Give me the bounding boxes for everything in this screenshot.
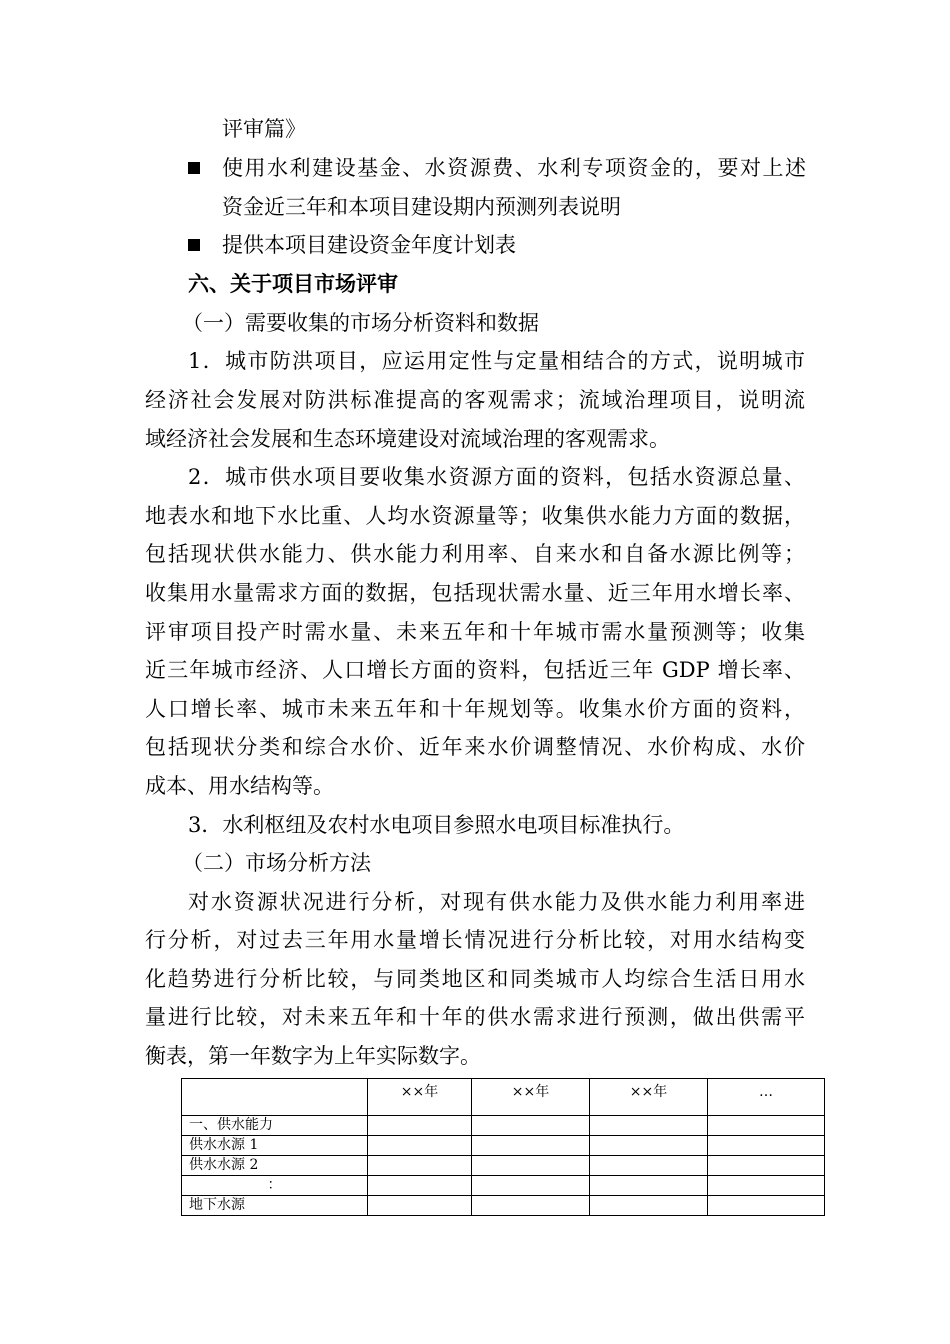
table-header-cell: ××年 bbox=[368, 1079, 472, 1116]
table-cell bbox=[590, 1116, 708, 1136]
paragraph-2-line: 人口增长率、城市未来五年和十年规划等。收集水价方面的资料， bbox=[145, 697, 805, 721]
table-cell bbox=[472, 1156, 590, 1176]
paragraph-2-line: 收集用水量需求方面的数据，包括现状需水量、近三年用水增长率、 bbox=[145, 581, 805, 605]
table-cell bbox=[708, 1156, 825, 1176]
table-header-cell: … bbox=[708, 1079, 825, 1116]
table-cell bbox=[708, 1116, 825, 1136]
paragraph-1-line: 经济社会发展对防洪标准提高的客观需求；流域治理项目，说明流 bbox=[145, 388, 805, 412]
paragraph-2-line: 成本、用水结构等。 bbox=[145, 774, 334, 798]
table-row-label: 供水水源 1 bbox=[182, 1136, 368, 1156]
table-row bbox=[182, 1136, 825, 1156]
table-cell bbox=[590, 1176, 708, 1196]
bullet-continuation: 评审篇》 bbox=[222, 117, 306, 141]
bullet-2-line-1: 提供本项目建设资金年度计划表 bbox=[222, 233, 516, 257]
table-cell bbox=[708, 1196, 825, 1216]
section-heading: 六、关于项目市场评审 bbox=[188, 271, 398, 296]
table-row-label: ： bbox=[182, 1176, 368, 1196]
table-header-cell: ××年 bbox=[472, 1079, 590, 1116]
table-row-label: 地下水源 bbox=[182, 1196, 368, 1216]
table-row bbox=[182, 1156, 825, 1176]
paragraph-4-line: 量进行比较，对未来五年和十年的供水需求进行预测，做出供需平 bbox=[145, 1005, 805, 1029]
bullet-1-line-1: 使用水利建设基金、水资源费、水利专项资金的，要对上述 bbox=[222, 156, 806, 180]
table-cell bbox=[590, 1136, 708, 1156]
bullet-1-line-2: 资金近三年和本项目建设期内预测列表说明 bbox=[222, 195, 621, 219]
table-cell bbox=[368, 1116, 472, 1136]
paragraph-2-line: 包括现状分类和综合水价、近年来水价调整情况、水价构成、水价 bbox=[145, 735, 805, 759]
table-cell bbox=[472, 1116, 590, 1136]
paragraph-2-line: 地表水和地下水比重、人均水资源量等；收集供水能力方面的数据， bbox=[145, 504, 805, 528]
paragraph-4-line: 化趋势进行分析比较，与同类地区和同类城市人均综合生活日用水 bbox=[145, 967, 805, 991]
table-cell bbox=[368, 1156, 472, 1176]
table-row-label: 一、供水能力 bbox=[182, 1116, 368, 1136]
table-header-row bbox=[182, 1079, 825, 1116]
paragraph-2-line: 2．城市供水项目要收集水资源方面的资料，包括水资源总量、 bbox=[188, 465, 805, 489]
subsection-1-title: （一）需要收集的市场分析资料和数据 bbox=[182, 311, 539, 335]
paragraph-4-line: 对水资源状况进行分析，对现有供水能力及供水能力利用率进 bbox=[188, 890, 805, 914]
paragraph-2-line: 包括现状供水能力、供水能力利用率、自来水和自备水源比例等； bbox=[145, 542, 805, 566]
paragraph-1-line: 1．城市防洪项目，应运用定性与定量相结合的方式，说明城市 bbox=[188, 349, 805, 373]
table-row bbox=[182, 1176, 825, 1196]
paragraph-3: 3．水利枢纽及农村水电项目参照水电项目标准执行。 bbox=[188, 813, 685, 837]
table-cell bbox=[368, 1196, 472, 1216]
table-header-cell bbox=[182, 1079, 368, 1116]
table-cell bbox=[368, 1136, 472, 1156]
table-row-label: 供水水源 2 bbox=[182, 1156, 368, 1176]
table-header-cell: ××年 bbox=[590, 1079, 708, 1116]
table-cell bbox=[590, 1196, 708, 1216]
bullet-square-icon bbox=[188, 162, 200, 174]
table-cell bbox=[590, 1156, 708, 1176]
table-row bbox=[182, 1116, 825, 1136]
table-cell bbox=[708, 1136, 825, 1156]
bullet-square-icon bbox=[188, 239, 200, 251]
table-cell bbox=[472, 1196, 590, 1216]
subsection-2-title: （二）市场分析方法 bbox=[182, 851, 371, 875]
paragraph-1-line: 域经济社会发展和生态环境建设对流域治理的客观需求。 bbox=[145, 427, 670, 451]
paragraph-4-line: 衡表，第一年数字为上年实际数字。 bbox=[145, 1044, 481, 1068]
table-row bbox=[182, 1196, 825, 1216]
paragraph-2-line: 近三年城市经济、人口增长方面的资料，包括近三年 GDP 增长率、 bbox=[145, 658, 805, 682]
paragraph-4-line: 行分析，对过去三年用水量增长情况进行分析比较，对用水结构变 bbox=[145, 928, 805, 952]
table-cell bbox=[472, 1176, 590, 1196]
table-cell bbox=[472, 1136, 590, 1156]
supply-demand-table bbox=[181, 1078, 825, 1216]
table-cell bbox=[368, 1176, 472, 1196]
paragraph-2-line: 评审项目投产时需水量、未来五年和十年城市需水量预测等；收集 bbox=[145, 620, 805, 644]
table-cell bbox=[708, 1176, 825, 1196]
